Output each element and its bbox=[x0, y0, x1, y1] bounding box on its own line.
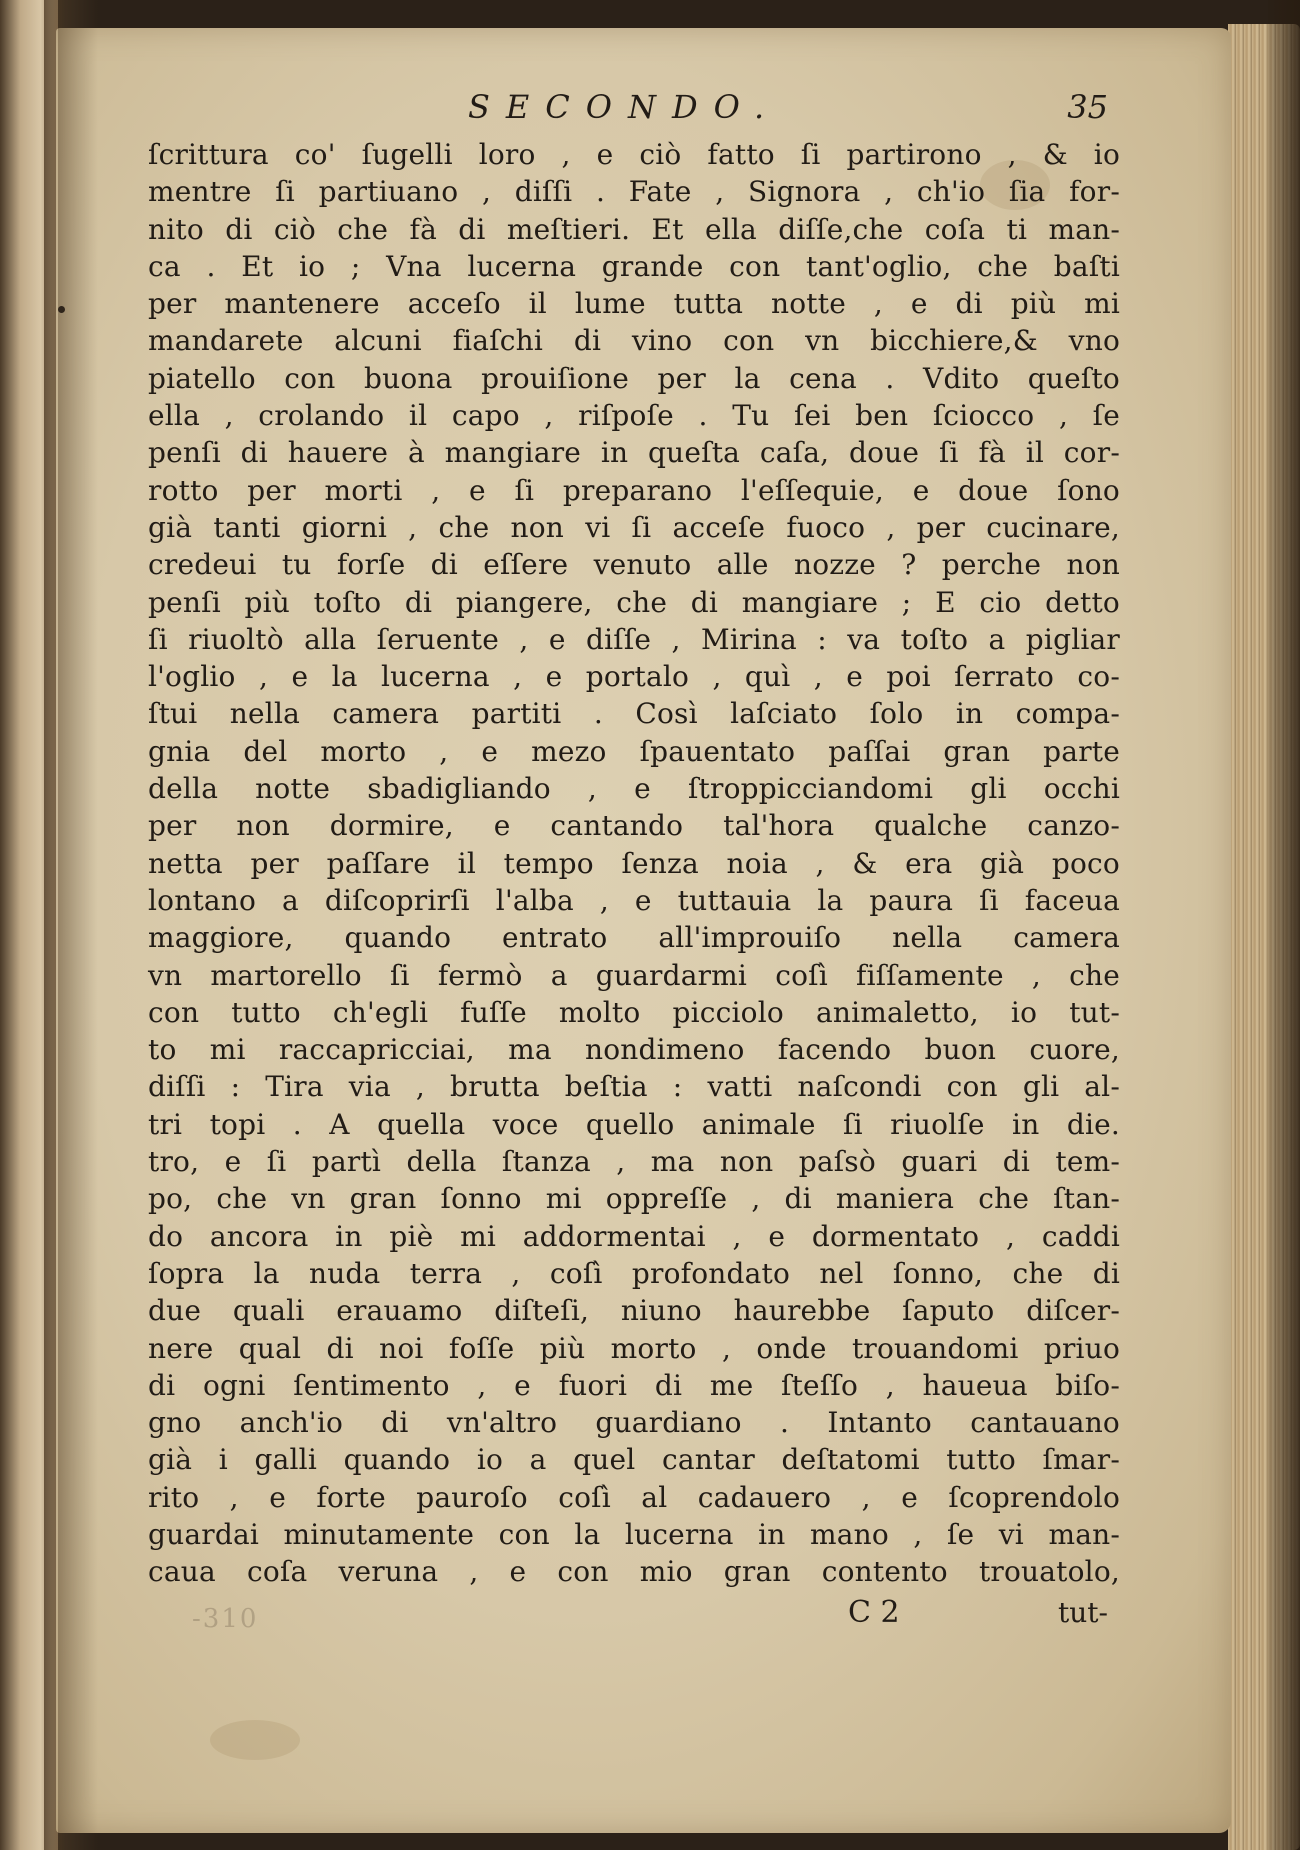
body-text bbox=[148, 136, 1120, 1591]
running-head-title: SECONDO. bbox=[468, 88, 781, 126]
page-edges-shadow bbox=[1268, 0, 1300, 1850]
text-line: ca . Et io ; Vna lucerna grande con tant'oglio, che baſti bbox=[148, 249, 1120, 283]
text-line: rotto per morti , e ſi preparano l'eſſequie, e doue ſono bbox=[148, 473, 1120, 507]
text-line: piatello con buona prouiſione per la cena . Vdito queſto bbox=[148, 361, 1120, 395]
text-line: caua coſa veruna , e con mio gran contento trouatolo, bbox=[148, 1555, 1120, 1589]
text-line: già tanti giorni , che non vi ſi acceſe fuoco , per cucinare, bbox=[148, 510, 1120, 544]
signature-mark: C 2 bbox=[848, 1594, 900, 1630]
foot-line bbox=[148, 1593, 1120, 1637]
text-line: penſi più toſto di piangere, che di mangiare ; E cio detto bbox=[148, 585, 1120, 619]
text-line: di ogni ſentimento , e fuori di me ſteſſo , haueua biſo- bbox=[148, 1368, 1120, 1402]
text-line: tri topi . A quella voce quello animale ſi riuolſe in die. bbox=[148, 1107, 1120, 1141]
text-line: mentre ſi partiuano , diſſi . Fate , Signora , ch'io ſia for- bbox=[148, 175, 1120, 209]
margin-ink-dot bbox=[58, 306, 65, 313]
paper-stain bbox=[210, 1720, 300, 1760]
text-line: gno anch'io di vn'altro guardiano . Intanto cantauano bbox=[148, 1406, 1120, 1440]
catchword: tut- bbox=[1058, 1595, 1108, 1629]
text-line: do ancora in piè mi addormentai , e dormentato , caddi bbox=[148, 1219, 1120, 1253]
running-head bbox=[148, 88, 1120, 136]
text-line: per mantenere acceſo il lume tutta notte , e di più mi bbox=[148, 287, 1120, 321]
text-line: due quali erauamo diſteſi, niuno haurebbe ſaputo diſcer- bbox=[148, 1294, 1120, 1328]
text-line: vn martorello ſi fermò a guardarmi coſì fiſſamente , che bbox=[148, 958, 1120, 992]
text-line: per non dormire, e cantando tal'hora qualche canzo- bbox=[148, 809, 1120, 843]
text-line: rito , e forte pauroſo coſì al cadauero , e ſcoprendolo bbox=[148, 1480, 1120, 1514]
text-line: della notte sbadigliando , e ſtroppicciandomi gli occhi bbox=[148, 772, 1120, 806]
text-line: maggiore, quando entrato all'improuiſo nella camera bbox=[148, 921, 1120, 955]
text-line: nito di ciò che fà di meſtieri. Et ella diſſe,che coſa ti man- bbox=[148, 212, 1120, 246]
text-line: tro, e ſi partì della ſtanza , ma non paſsò guari di tem- bbox=[148, 1145, 1120, 1179]
text-line: ella , crolando il capo , riſpoſe . Tu ſei ben ſciocco , ſe bbox=[148, 399, 1120, 433]
page-number: 35 bbox=[1067, 88, 1108, 126]
text-line: penſi di hauere à mangiare in queſta caſa, doue ſi fà il cor- bbox=[148, 436, 1120, 470]
text-line: credeui tu forſe di eſſere venuto alle nozze ? perche non bbox=[148, 548, 1120, 582]
text-line: nere qual di noi foſſe più morto , onde trouandomi priuo bbox=[148, 1331, 1120, 1365]
text-line: ſcrittura co' ſugelli loro , e ciò fatto ſi partirono , & io bbox=[148, 138, 1120, 171]
printed-text-block bbox=[148, 88, 1120, 1637]
text-line: guardai minutamente con la lucerna in mano , ſe vi man- bbox=[148, 1517, 1120, 1551]
text-line: ſopra la nuda terra , coſì profondato nel ſonno, che di bbox=[148, 1256, 1120, 1290]
text-line: già i galli quando io a quel cantar deſtatomi tutto ſmar- bbox=[148, 1443, 1120, 1477]
text-line: mandarete alcuni fiaſchi di vino con vn bicchiere,& vno bbox=[148, 324, 1120, 358]
binding-shadow bbox=[58, 0, 98, 1850]
text-line: con tutto ch'egli fuſſe molto picciolo animaletto, io tut- bbox=[148, 995, 1120, 1029]
text-line: l'oglio , e la lucerna , e portalo , quì , e poi ſerrato co- bbox=[148, 660, 1120, 694]
text-line: ſtui nella camera partiti . Così laſciato ſolo in compa- bbox=[148, 697, 1120, 731]
text-line: netta per paſſare il tempo ſenza noia , & era già poco bbox=[148, 846, 1120, 880]
text-line: diſſi : Tira via , brutta beſtia : vatti naſcondi con gli al- bbox=[148, 1070, 1120, 1104]
bleed-through-text: -310 bbox=[192, 1603, 259, 1634]
text-line: ſi riuoltò alla ſeruente , e diſſe , Mirina : va toſto a pigliar bbox=[148, 622, 1120, 656]
text-line: gnia del morto , e mezo ſpauentato paſſai gran parte bbox=[148, 734, 1120, 768]
text-line: po, che vn gran ſonno mi oppreſſe , di maniera che ſtan- bbox=[148, 1182, 1120, 1216]
text-line: to mi raccapricciai, ma nondimeno facendo buon cuore, bbox=[148, 1033, 1120, 1067]
text-line: lontano a diſcoprirſi l'alba , e tuttauia la paura ſi faceua bbox=[148, 883, 1120, 917]
